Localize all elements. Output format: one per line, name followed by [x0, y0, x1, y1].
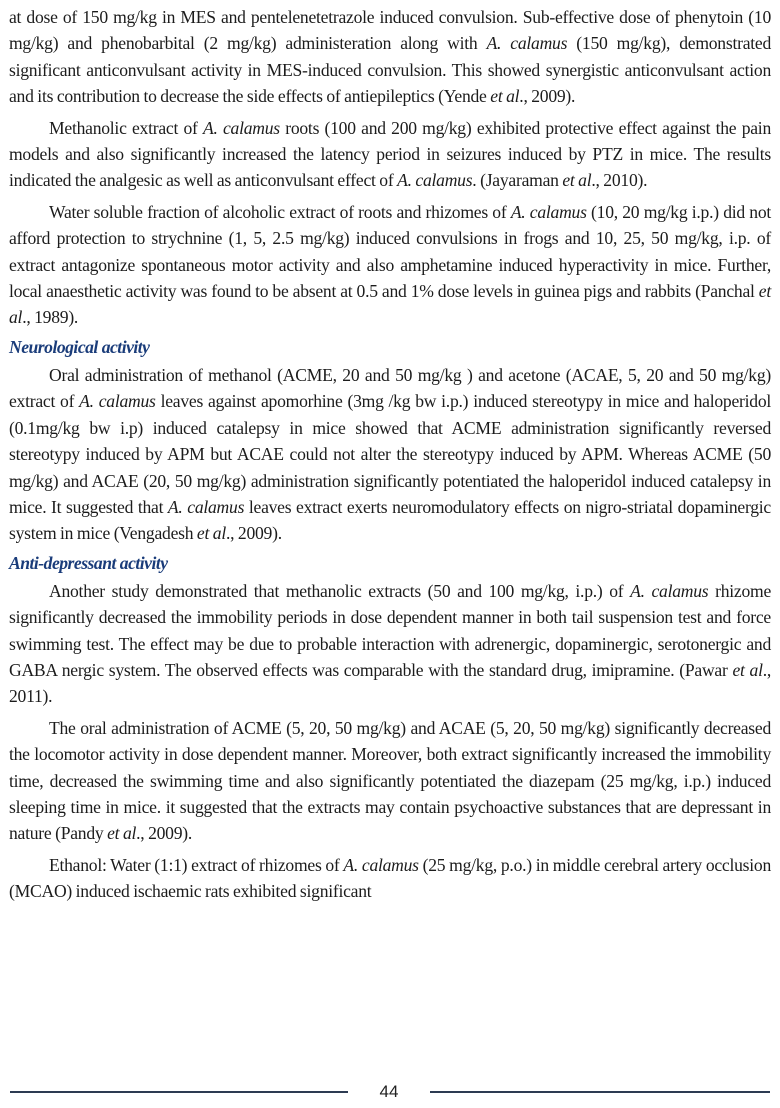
- italic-text: A. calamus: [486, 33, 568, 54]
- page-number: 44: [379, 1082, 399, 1101]
- text-run: (150 mg/kg), demonstrated significant anticonvulsant activity in MES-induced convulsion. This showed synergistic anticonvulsant action and its contribution to decrease the side effects of antiepileptics (Yende: [9, 33, 772, 107]
- italic-text: A. calamus: [630, 580, 709, 601]
- document-page: [9, 4, 771, 905]
- text-run: ., 2011).: [9, 659, 772, 707]
- italic-text: A. calamus: [397, 170, 473, 191]
- paragraph: [9, 199, 771, 331]
- italic-text: A. calamus: [510, 201, 587, 222]
- document-body: [9, 4, 771, 905]
- text-run: ., 2009).: [225, 523, 282, 544]
- section-heading: Neurological activity: [9, 336, 150, 357]
- italic-text: A. calamus: [167, 496, 245, 517]
- text-run: leaves against apomorhine (3mg /kg bw i.p.) induced stereotypy in mice and haloperidol (0.1mg/kg bw i.p) induced catalepsy in mice showed that ACME administration significantly reversed stereotypy induced by APM but ACAE could not alter the stereotypy induced by APM. Whereas ACME (50 mg/kg) and ACAE (20, 50 mg/kg) administration significantly potentiated the haloperidol induced catalepsy in mice. It suggested that: [9, 391, 772, 517]
- text-run: Another study demonstrated that methanolic extracts (50 and 100 mg/kg, i.p.) of: [49, 580, 631, 601]
- italic-text: A. calamus: [79, 391, 156, 412]
- italic-text: et al: [9, 281, 771, 328]
- paragraph: [9, 852, 771, 905]
- paragraph: [9, 115, 771, 194]
- text-run: leaves extract exerts neuromodulatory effects on nigro-striatal dopaminergic system in mice (Vengadesh: [9, 496, 771, 544]
- footer-rule-right: [430, 1091, 770, 1093]
- paragraph: [9, 4, 771, 110]
- text-run: . (Jayaraman: [472, 170, 563, 191]
- text-run: (10, 20 mg/kg i.p.) did not afford protection to strychnine (1, 5, 2.5 mg/kg) induced convulsions in frogs and 10, 25, 50 mg/kg, i.p. of extract antagonize spontaneous motor activity and also amphetamine induced hyperactivity in mice. Further, local anaesthetic activity was found to be absent at 0.5 and 1% dose levels in guinea pigs and rabbits (Panchal: [9, 201, 771, 302]
- text-run: ., 2009).: [519, 86, 576, 107]
- text-run: Oral administration of methanol (ACME, 20 and 50 mg/kg ) and acetone (ACAE, 5, 20 and 50 mg/kg) extract of: [9, 364, 771, 412]
- italic-text: A. calamus: [202, 117, 280, 138]
- text-run: ., 2009).: [136, 823, 193, 844]
- paragraph: [9, 362, 771, 547]
- paragraph: [9, 715, 771, 847]
- text-run: ., 2010).: [591, 170, 648, 191]
- text-run: Methanolic extract of: [49, 117, 203, 138]
- footer-rule-left: [10, 1091, 348, 1093]
- italic-text: et al: [732, 659, 763, 680]
- text-run: ., 1989).: [22, 307, 79, 328]
- italic-text: et al: [107, 823, 137, 844]
- text-run: Ethanol: Water (1:1) extract of rhizomes of: [49, 854, 344, 875]
- italic-text: A. calamus: [343, 854, 419, 875]
- page-footer: [10, 1080, 770, 1104]
- text-run: roots (100 and 200 mg/kg) exhibited protective effect against the pain models and also significantly increased the latency period in seizures induced by PTZ in mice. The results indicated the analgesic as well as anticonvulsant effect of: [9, 117, 771, 191]
- text-run: The oral administration of ACME (5, 20, 50 mg/kg) and ACAE (5, 20, 50 mg/kg) significantly decreased the locomotor activity in dose dependent manner. Moreover, both extract significantly increased the immobility time, decreased the swimming time and also significantly potentiated the diazepam (25 mg/kg, i.p.) induced sleeping time in mice. it suggested that the extracts may contain psychoactive substances that are depressant in nature (Pandy: [9, 717, 771, 844]
- italic-text: et al: [196, 523, 226, 544]
- text-run: at dose of 150 mg/kg in MES and pentelenetetrazole induced convulsion. Sub-effective dose of phenytoin (10 mg/kg) and phenobarbital (2 mg/kg) administeration along with: [9, 7, 771, 54]
- text-run: Water soluble fraction of alcoholic extract of roots and rhizomes of: [49, 201, 511, 222]
- italic-text: et al: [490, 86, 520, 107]
- text-run: rhizome significantly decreased the immobility periods in dose dependent manner in both tail suspension test and force swimming test. The effect may be due to probable interaction with adrenergic, dopaminergic, serotonergic and GABA nergic system. The observed effects was comparable with the standard drug, imipramine. (Pawar: [9, 580, 772, 680]
- paragraph: [9, 578, 771, 710]
- section-heading: Anti-depressant activity: [9, 552, 168, 573]
- text-run: (25 mg/kg, p.o.) in middle cerebral artery occlusion (MCAO) induced ischaemic rats exhibited significant: [9, 854, 771, 902]
- italic-text: et al: [562, 170, 592, 191]
